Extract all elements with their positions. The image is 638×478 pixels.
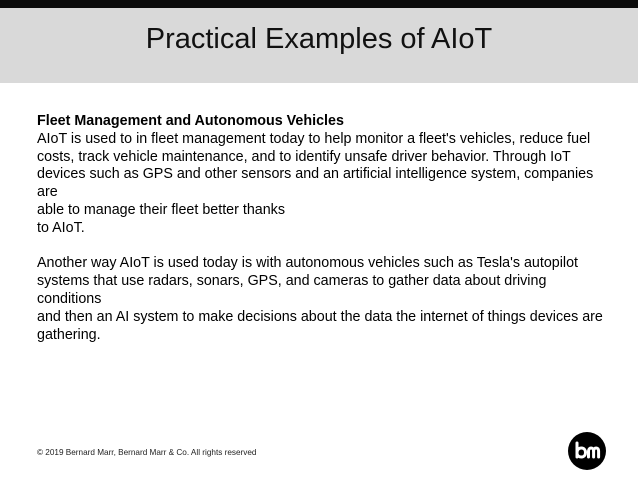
paragraph-line: devices such as GPS and other sensors and an artificial intelligence system, companies are	[37, 166, 594, 201]
slide-title: Practical Examples of AIoT	[145, 23, 493, 55]
top-bar	[0, 0, 638, 8]
paragraph-line: and then an AI system to make decisions about the data the internet of things devices are	[37, 308, 603, 325]
footer-copyright: © 2019 Bernard Marr, Bernard Marr & Co. All rights reserved	[37, 448, 257, 457]
paragraph-line: systems that use radars, sonars, GPS, and cameras to gather data about driving conditions	[37, 273, 547, 307]
paragraph-line: costs, track vehicle maintenance, and to identify unsafe driver behavior. Through IoT	[37, 148, 571, 165]
paragraph-line: AIoT is used to in fleet management today to help monitor a fleet's vehicles, reduce fuel	[37, 130, 591, 147]
paragraph-line: able to manage their fleet better thanks	[37, 201, 285, 218]
slide-content	[37, 113, 603, 344]
paragraph-spacer	[37, 238, 603, 256]
bm-logo-icon	[568, 432, 606, 470]
paragraph-line: to AIoT.	[37, 219, 85, 236]
section-heading: Fleet Management and Autonomous Vehicles	[37, 113, 344, 129]
paragraph-line: Another way AIoT is used today is with autonomous vehicles such as Tesla's autopilot	[37, 255, 579, 272]
paragraph-line: gathering.	[37, 326, 101, 343]
paragraph-fleet-management	[37, 131, 603, 238]
paragraph-autonomous-vehicles	[37, 255, 603, 344]
